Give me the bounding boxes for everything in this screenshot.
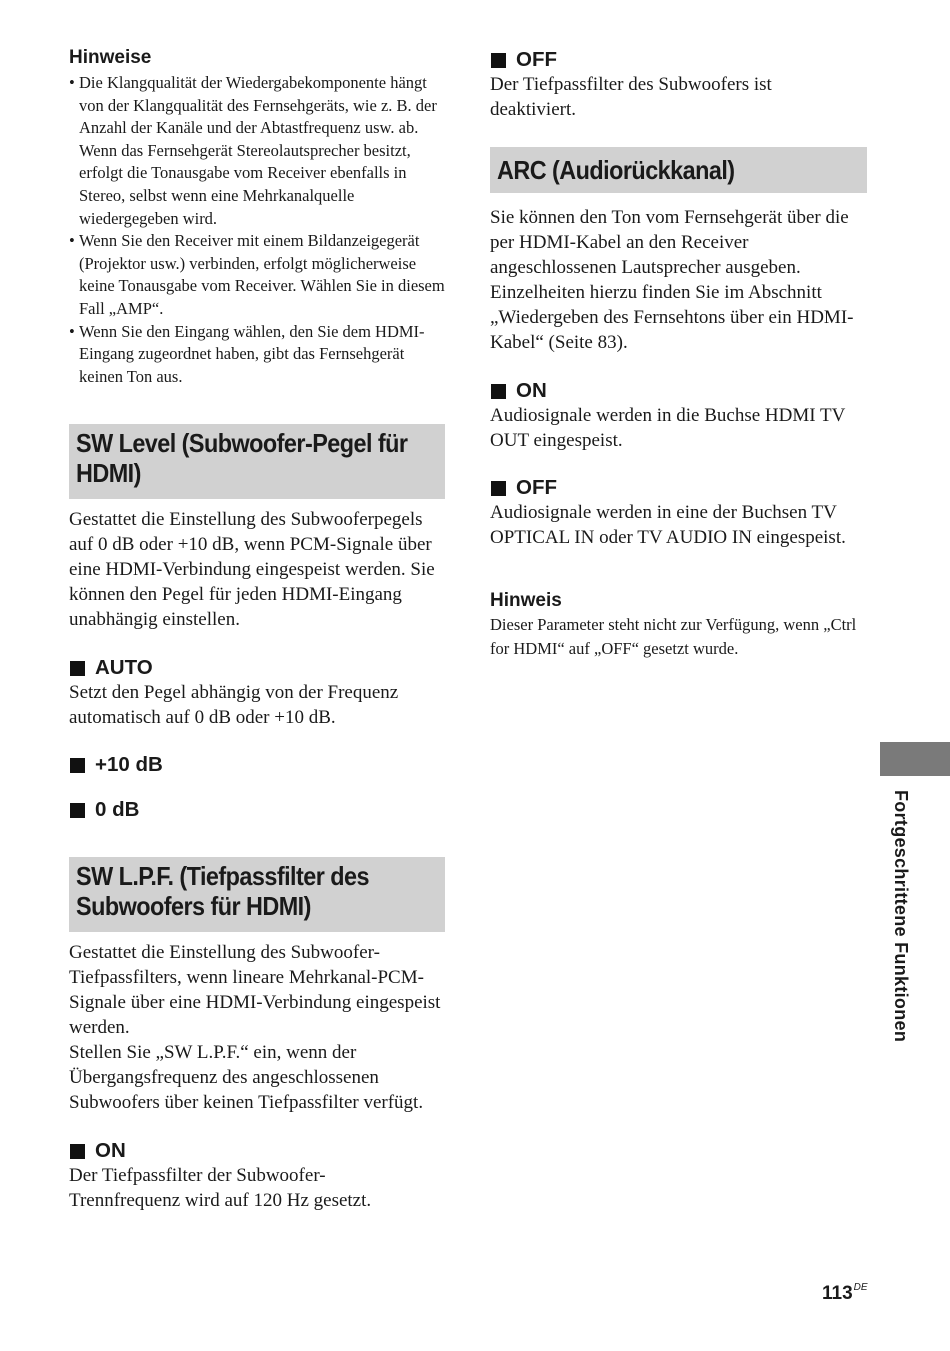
sw-lpf-heading-line1: SW L.P.F. (Tiefpassfilter des bbox=[76, 861, 369, 891]
square-bullet-icon bbox=[491, 53, 506, 68]
sw-level-heading-line1: SW Level (Subwoofer-Pegel für bbox=[76, 428, 408, 458]
option-lpf-on-label: ON bbox=[95, 1139, 126, 1162]
sw-lpf-heading bbox=[76, 861, 402, 921]
chapter-side-label: Fortgeschrittene Funktionen bbox=[891, 790, 911, 1043]
sw-level-heading-box bbox=[69, 424, 445, 499]
notes-list bbox=[69, 72, 447, 388]
option-lpf-off-label: OFF bbox=[516, 48, 557, 71]
option-lpf-off bbox=[490, 48, 557, 72]
option-lpf-on bbox=[69, 1139, 126, 1163]
option-lpf-off-description: Der Tiefpassfilter des Subwoofers ist deaktiviert. bbox=[490, 74, 772, 120]
option-arc-off-description: Audiosignale werden in eine der Buchsen TV OPTICAL IN oder TV AUDIO IN eingespeist. bbox=[490, 502, 846, 548]
note-item: • Wenn Sie den Eingang wählen, den Sie dem HDMI-Eingang zugeordnet haben, gibt das Fernsehgerät keinen Ton aus. bbox=[69, 321, 447, 389]
notes-title: Hinweise bbox=[69, 47, 152, 68]
arc-description: Sie können den Ton vom Fernsehgerät über die per HDMI-Kabel an den Receiver angeschlossenen Lautsprecher ausgeben. Einzelheiten hierzu finden Sie im Abschnitt „Wiedergeben des Fernsehtons über ein HDMI-Kabel“ (Seite 83). bbox=[490, 207, 854, 353]
page-number-value: 113 bbox=[822, 1283, 853, 1304]
sw-lpf-description-part2: Stellen Sie „SW L.P.F.“ ein, wenn der Übergangsfrequenz des angeschlossenen Subwoofers über keinen Tiefpassfilter verfügt. bbox=[69, 1042, 424, 1113]
option-lpf-on-description: Der Tiefpassfilter der Subwoofer-Trennfrequenz wird auf 120 Hz gesetzt. bbox=[69, 1165, 372, 1211]
page-number bbox=[822, 1282, 868, 1305]
square-bullet-icon bbox=[70, 803, 85, 818]
sw-lpf-heading-box bbox=[69, 857, 445, 932]
note-item: • Wenn Sie den Receiver mit einem Bildanzeigegerät (Projektor usw.) verbinden, erfolgt möglicherweise keine Tonausgabe vom Receiver. Wählen Sie in diesem Fall „AMP“. bbox=[69, 230, 447, 320]
sw-lpf-heading-line2: Subwoofers für HDMI) bbox=[76, 891, 311, 921]
sw-level-heading bbox=[76, 428, 408, 488]
option-auto-description: Setzt den Pegel abhängig von der Frequenz automatisch auf 0 dB oder +10 dB. bbox=[69, 682, 399, 728]
square-bullet-icon bbox=[70, 758, 85, 773]
option-auto bbox=[69, 656, 153, 680]
option-plus10db bbox=[69, 753, 163, 777]
option-plus10db-label: +10 dB bbox=[95, 753, 163, 776]
arc-note-title: Hinweis bbox=[490, 590, 562, 611]
option-arc-off-label: OFF bbox=[516, 476, 557, 499]
chapter-tab-marker bbox=[880, 742, 950, 776]
square-bullet-icon bbox=[491, 384, 506, 399]
square-bullet-icon bbox=[491, 481, 506, 496]
option-arc-on-label: ON bbox=[516, 379, 547, 402]
note-item: • Die Klangqualität der Wiedergabekomponente hängt von der Klangqualität des Fernsehgeräts, wie z. B. der Anzahl der Kanäle und der Abtastfrequenz usw. ab. Wenn das Fernsehgerät Stereolautsprecher besitzt, erfolgt die Tonausgabe vom Receiver ebenfalls in Stereo, selbst wenn eine Mehrkanalquelle wiedergegeben wird. bbox=[69, 72, 447, 230]
option-0db bbox=[69, 798, 139, 822]
option-arc-on bbox=[490, 379, 547, 403]
sw-lpf-description-part1: Gestattet die Einstellung des Subwoofer-Tiefpassfilters, wenn lineare Mehrkanal-PCM-Signale über eine HDMI-Verbindung eingespeist werden. bbox=[69, 942, 441, 1038]
arc-note-text: Dieser Parameter steht nicht zur Verfügung, wenn „Ctrl for HDMI“ auf „OFF“ gesetzt wurde. bbox=[490, 615, 857, 658]
square-bullet-icon bbox=[70, 661, 85, 676]
square-bullet-icon bbox=[70, 1144, 85, 1159]
option-auto-label: AUTO bbox=[95, 656, 153, 679]
page-language-suffix: DE bbox=[853, 1282, 868, 1293]
sw-lpf-description bbox=[69, 940, 447, 1115]
option-arc-off bbox=[490, 476, 557, 500]
option-arc-on-description: Audiosignale werden in die Buchse HDMI TV OUT eingespeist. bbox=[490, 405, 845, 451]
sw-level-heading-line2: HDMI) bbox=[76, 458, 141, 488]
arc-heading-box bbox=[490, 147, 867, 193]
option-0db-label: 0 dB bbox=[95, 798, 140, 821]
sw-level-description: Gestattet die Einstellung des Subwooferpegels auf 0 dB oder +10 dB, wenn PCM-Signale über eine HDMI-Verbindung eingespeist werden. Sie können den Pegel für jeden HDMI-Eingang unabhängig einstellen. bbox=[69, 509, 435, 630]
arc-heading: ARC (Audiorückkanal) bbox=[497, 155, 735, 185]
